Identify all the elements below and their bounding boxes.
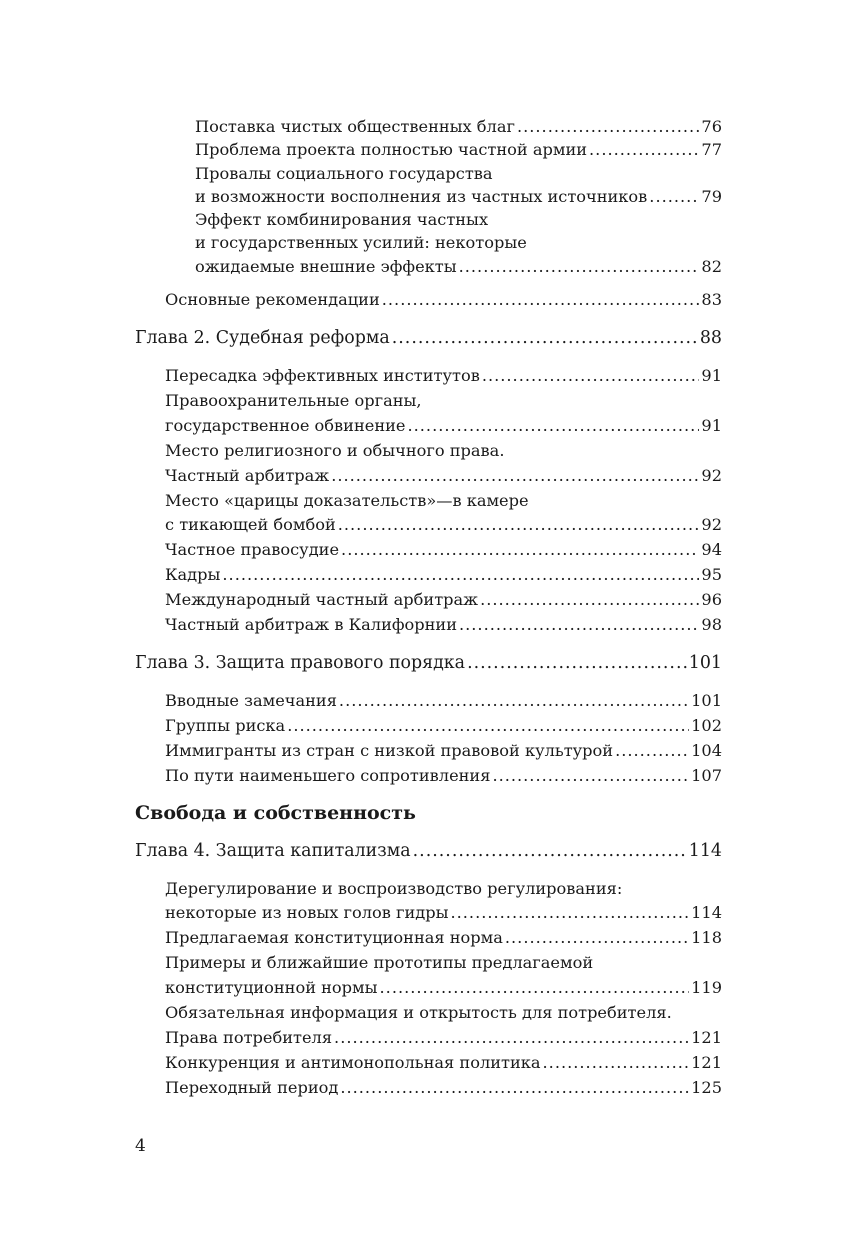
entry-title: Глава 2. Судебная реформа: [135, 327, 390, 348]
toc-entry: [135, 951, 722, 1001]
toc-entry: [135, 764, 722, 789]
entry-title: Переходный период: [165, 1077, 339, 1097]
entry-title: Эффект комбинирования частных: [195, 210, 489, 230]
dot-leader: [589, 138, 699, 161]
page-ref: 82: [701, 256, 722, 276]
section-heading: [135, 801, 722, 826]
toc-entry: [135, 877, 722, 927]
toc-entry: [135, 1051, 722, 1076]
toc-entry: [135, 162, 722, 209]
page-ref: 96: [701, 590, 722, 610]
entry-title: Поставка чистых общественных благ: [195, 117, 515, 136]
toc-chapter: [135, 839, 722, 864]
toc-entry: [135, 689, 722, 714]
toc-entry: [135, 714, 722, 739]
dot-leader: [392, 326, 698, 351]
dot-leader: [339, 689, 689, 714]
dot-leader: [382, 288, 700, 313]
dot-leader: [222, 563, 699, 588]
toc-entry: [135, 739, 722, 764]
dot-leader: [505, 926, 689, 951]
page-ref: 77: [701, 140, 722, 160]
page-ref: 104: [691, 740, 722, 760]
entry-title: Частный арбитраж в Калифорнии: [165, 615, 457, 635]
page-ref: 83: [701, 290, 722, 310]
page-ref: 95: [701, 565, 722, 585]
entry-title: Примеры и ближайшие прототипы предлагаемой: [165, 953, 594, 973]
page-ref: 76: [701, 117, 722, 136]
toc-entry: [135, 588, 722, 613]
entry-title: Группы риска: [165, 715, 286, 735]
entry-title: Кадры: [165, 565, 221, 585]
toc-entry: [135, 364, 722, 389]
entry-title: Пересадка эффективных институтов: [165, 365, 480, 385]
dot-leader: [480, 588, 699, 613]
page-ref: 88: [699, 327, 722, 348]
entry-title: Место «царицы доказательств»—в камере: [165, 490, 529, 510]
entry-title: Предлагаемая конституционная норма: [165, 928, 503, 948]
entry-title: Иммигранты из стран с низкой правовой культурой: [165, 740, 614, 760]
entry-title: ожидаемые внешние эффекты: [195, 256, 457, 276]
toc-entry: [135, 613, 722, 638]
page-ref: 118: [691, 928, 722, 948]
entry-title: Проблема проекта полностью частной армии: [195, 140, 588, 160]
dot-leader: [338, 513, 700, 538]
toc-entry: [135, 389, 722, 439]
page-ref: 98: [701, 615, 722, 635]
entry-title: Основные рекомендации: [165, 290, 380, 310]
entry-title: Конкуренция и антимонопольная политика: [165, 1052, 541, 1072]
page-number: 4: [135, 1136, 146, 1156]
entry-title: Права потребителя: [165, 1028, 333, 1048]
dot-leader: [649, 185, 699, 208]
page-ref: 101: [688, 652, 722, 673]
dot-leader: [413, 839, 687, 864]
toc-entry: [135, 288, 722, 313]
toc-entry: [135, 1001, 722, 1051]
toc-entry: [135, 1076, 722, 1101]
entry-title: Правоохранительные органы,: [165, 390, 422, 410]
page-ref: 114: [691, 903, 722, 923]
table-of-contents: [135, 115, 722, 1101]
dot-leader: [517, 115, 699, 138]
page-ref: 101: [691, 690, 722, 710]
dot-leader: [287, 714, 689, 739]
entry-title: Дерегулирование и воспроизводство регулирования:: [165, 878, 623, 898]
dot-leader: [450, 901, 689, 926]
entry-title: государственное обвинение: [165, 415, 406, 435]
page-ref: 102: [691, 715, 722, 735]
entry-title: Частный арбитраж: [165, 465, 330, 485]
page-ref: 114: [688, 840, 722, 861]
page-ref: 92: [701, 465, 722, 485]
toc-entry: [135, 208, 722, 278]
page-ref: 91: [701, 415, 722, 435]
entry-title: Вводные замечания: [165, 690, 337, 710]
dot-leader: [459, 255, 700, 278]
toc-entry: [135, 489, 722, 539]
entry-title: Провалы социального государства: [195, 163, 493, 183]
entry-title: с тикающей бомбой: [165, 515, 336, 535]
page-ref: 92: [701, 515, 722, 535]
entry-title: Обязательная информация и открытость для потребителя.: [165, 1003, 672, 1023]
dot-leader: [467, 651, 687, 676]
page-ref: 121: [691, 1052, 722, 1072]
dot-leader: [407, 414, 699, 439]
entry-title: Место религиозного и обычного права.: [165, 440, 505, 460]
entry-title: Свобода и собственность: [135, 801, 416, 824]
dot-leader: [331, 464, 699, 489]
page-ref: 119: [691, 978, 722, 998]
dot-leader: [341, 538, 699, 563]
dot-leader: [459, 613, 699, 638]
entry-title: Глава 3. Защита правового порядка: [135, 652, 466, 673]
page-ref: 125: [691, 1077, 722, 1097]
page-ref: 107: [691, 765, 722, 785]
dot-leader: [482, 364, 700, 389]
entry-title: конституционной нормы: [165, 978, 378, 998]
entry-title: Частное правосудие: [165, 540, 340, 560]
dot-leader: [615, 739, 689, 764]
dot-leader: [543, 1051, 690, 1076]
entry-title: По пути наименьшего сопротивления: [165, 765, 491, 785]
page-ref: 94: [701, 540, 722, 560]
toc-entry: [135, 439, 722, 489]
toc-chapter: [135, 326, 722, 351]
toc-chapter: [135, 651, 722, 676]
dot-leader: [340, 1076, 689, 1101]
dot-leader: [380, 976, 690, 1001]
toc-entry: [135, 538, 722, 563]
entry-title: Международный частный арбитраж: [165, 590, 479, 610]
dot-leader: [492, 764, 689, 789]
entry-title: некоторые из новых голов гидры: [165, 903, 449, 923]
page-ref: 121: [691, 1028, 722, 1048]
entry-title: Глава 4. Защита капитализма: [135, 840, 411, 861]
page-ref: 91: [701, 365, 722, 385]
toc-entry: [135, 926, 722, 951]
entry-title: и государственных усилий: некоторые: [195, 233, 527, 253]
toc-entry: [135, 115, 722, 138]
toc-entry: [135, 138, 722, 161]
entry-title: и возможности восполнения из частных источников: [195, 186, 648, 206]
dot-leader: [334, 1026, 689, 1051]
toc-entry: [135, 563, 722, 588]
page-ref: 79: [701, 186, 722, 206]
